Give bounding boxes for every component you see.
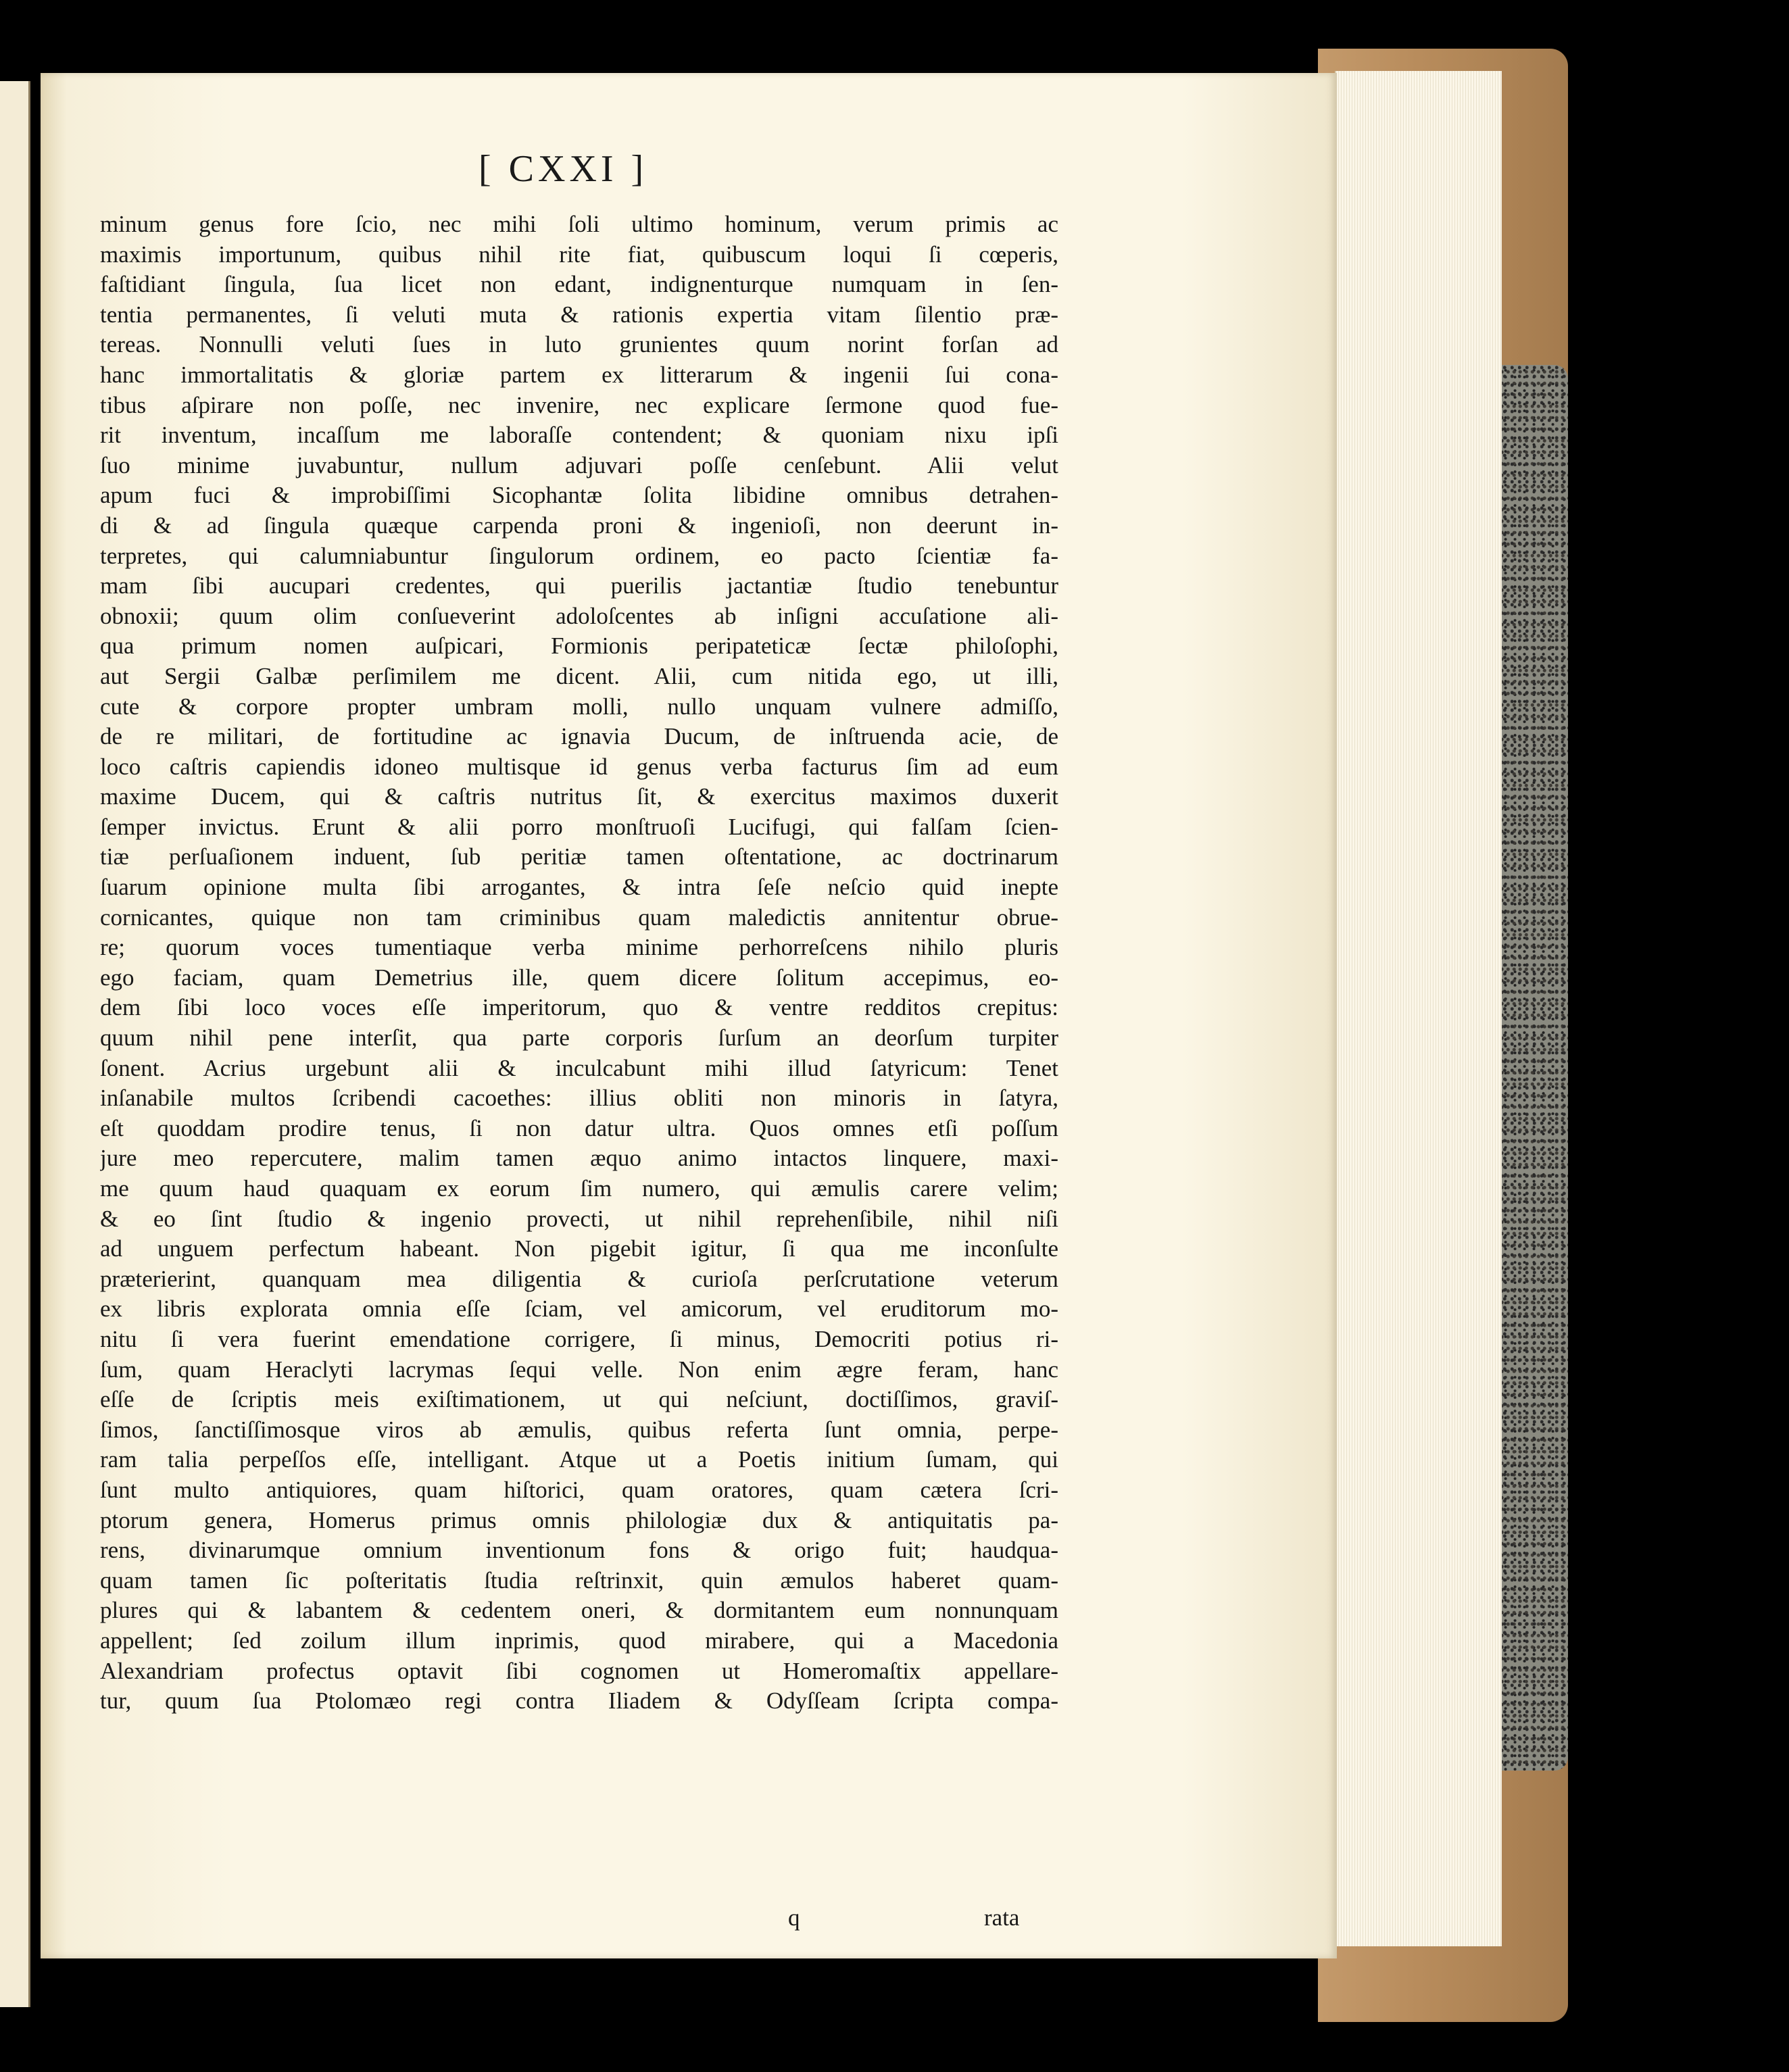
text-line: ptorum genera, Homerus primus omnis philologiæ dux & antiquitatis pa- bbox=[100, 1506, 1058, 1533]
text-line: cornicantes, quique non tam criminibus quam maledictis annitentur obrue- bbox=[100, 904, 1058, 931]
text-line: cute & corpore propter umbram molli, nullo unquam vulnere admiſſo, bbox=[100, 693, 1058, 720]
text-line: quum nihil pene interſit, qua parte corporis ſurſum an deorſum turpiter bbox=[100, 1025, 1058, 1052]
main-text bbox=[100, 209, 1058, 1717]
text-line: maximis importunum, quibus nihil rite fiat, quibuscum loqui ſi cœperis, bbox=[100, 241, 1058, 268]
text-line: ſunt multo antiquiores, quam hiſtorici, quam oratores, quam cætera ſcri- bbox=[100, 1476, 1058, 1503]
text-line: obnoxii; quum olim conſueverint adoloſcentes ab inſigni accuſatione ali- bbox=[100, 602, 1058, 629]
text-line: & eo ſint ſtudio & ingenio provecti, ut nihil reprehenſibile, nihil niſi bbox=[100, 1205, 1058, 1232]
signature-mark: q bbox=[788, 1904, 800, 1931]
text-line: ſuo minime juvabuntur, nullum adjuvari poſſe cenſebunt. Alii velut bbox=[100, 451, 1058, 478]
text-line: tentia permanentes, ſi veluti muta & rationis expertia vitam ſilentio præ- bbox=[100, 301, 1058, 328]
text-line: qua primum nomen auſpicari, Formionis peripateticæ ſectæ philoſophi, bbox=[100, 633, 1058, 660]
text-line: inſanabile multos ſcribendi cacoethes: illius obliti non minoris in ſatyra, bbox=[100, 1085, 1058, 1112]
text-line: maxime Ducem, qui & caſtris nutritus ſit, & exercitus maximos duxerit bbox=[100, 783, 1058, 810]
text-line: minum genus fore ſcio, nec mihi ſoli ultimo hominum, verum primis ac bbox=[100, 211, 1058, 237]
text-line: tibus aſpirare non poſſe, nec invenire, nec explicare ſermone quod fue- bbox=[100, 391, 1058, 418]
text-line: rens, divinarumque omnium inventionum fons & origo fuit; haudqua- bbox=[100, 1537, 1058, 1564]
text-line: Alexandriam profectus optavit ſibi cognomen ut Homeromaſtix appellare- bbox=[100, 1657, 1058, 1684]
text-line: appellent; ſed zoilum illum inprimis, quod mirabere, qui a Macedonia bbox=[100, 1627, 1058, 1654]
text-line: me quum haud quaquam ex eorum ſim numero, qui æmulis carere velim; bbox=[100, 1175, 1058, 1202]
text-line: apum fuci & improbiſſimi Sicophantæ ſolita libidine omnibus detrahen- bbox=[100, 482, 1058, 509]
text-line: ſimos, ſanctiſſimosque viros ab æmulis, quibus referta ſunt omnia, perpe- bbox=[100, 1416, 1058, 1443]
text-line: quam tamen ſic poſteritatis ſtudia reſtrinxit, quin æmulos haberet quam- bbox=[100, 1567, 1058, 1594]
page-header: [ CXXI ] bbox=[479, 148, 648, 190]
text-line: ſonent. Acrius urgebunt alii & inculcabunt mihi illud ſatyricum: Tenet bbox=[100, 1054, 1058, 1081]
text-line: ego faciam, quam Demetrius ille, quem dicere ſolitum accepimus, eo- bbox=[100, 964, 1058, 991]
text-line: ex libris explorata omnia eſſe ſciam, vel amicorum, vel eruditorum mo- bbox=[100, 1296, 1058, 1323]
text-line: jure meo repercutere, malim tamen æquo animo intactos linquere, maxi- bbox=[100, 1145, 1058, 1172]
text-line: loco caſtris capiendis idoneo multisque id genus verba facturus ſim ad eum bbox=[100, 753, 1058, 780]
text-line: nitu ſi vera fuerint emendatione corrigere, ſi minus, Democriti potius ri- bbox=[100, 1325, 1058, 1352]
text-line: ad unguem perfectum habeant. Non pigebit igitur, ſi qua me inconſulte bbox=[100, 1235, 1058, 1262]
text-line: ſemper invictus. Erunt & alii porro monſtruoſi Lucifugi, qui falſam ſcien- bbox=[100, 813, 1058, 840]
text-line: di & ad ſingula quæque carpenda proni & ingenioſi, non deerunt in- bbox=[100, 512, 1058, 539]
text-line: eſſe de ſcriptis meis exiſtimationem, ut qui neſciunt, doctiſſimos, graviſ- bbox=[100, 1386, 1058, 1413]
catchword: rata bbox=[984, 1904, 1020, 1931]
text-line: de re militari, de fortitudine ac ignavia Ducum, de inſtruenda acie, de bbox=[100, 723, 1058, 750]
text-line: dem ſibi loco voces eſſe imperitorum, quo & ventre redditos crepitus: bbox=[100, 994, 1058, 1021]
text-line: præterierint, quanquam mea diligentia & curioſa perſcrutatione veterum bbox=[100, 1265, 1058, 1292]
facing-page-edge bbox=[0, 81, 30, 2007]
text-line: plures qui & labantem & cedentem oneri, & dormitantem eum nonnunquam bbox=[100, 1597, 1058, 1624]
text-line: ſuarum opinione multa ſibi arrogantes, & intra ſeſe neſcio quid inepte bbox=[100, 874, 1058, 901]
text-line: ram talia perpeſſos eſſe, intelligant. Atque ut a Poetis initium ſumam, qui bbox=[100, 1446, 1058, 1473]
text-line: tereas. Nonnulli veluti ſues in luto grunientes quum norint forſan ad bbox=[100, 331, 1058, 358]
text-line: tur, quum ſua Ptolomæo regi contra Iliadem & Odyſſeam ſcripta compa- bbox=[100, 1687, 1058, 1715]
text-line: eſt quoddam prodire tenus, ſi non datur ultra. Quos omnes etſi poſſum bbox=[100, 1114, 1058, 1141]
page-edges bbox=[1335, 71, 1502, 1946]
text-line: re; quorum voces tumentiaque verba minime perhorreſcens nihilo pluris bbox=[100, 934, 1058, 961]
text-line: terpretes, qui calumniabuntur ſingulorum ordinem, eo pacto ſcientiæ fa- bbox=[100, 542, 1058, 569]
text-line: mam ſibi aucupari credentes, qui puerilis jactantiæ ſtudio tenebuntur bbox=[100, 572, 1058, 599]
text-line: tiæ perſuaſionem induent, ſub peritiæ tamen oſtentatione, ac doctrinarum bbox=[100, 843, 1058, 870]
text-line: rit inventum, incaſſum me laboraſſe contendent; & quoniam nixu ipſi bbox=[100, 422, 1058, 449]
text-line: ſum, quam Heraclyti lacrymas ſequi velle. Non enim ægre feram, hanc bbox=[100, 1356, 1058, 1383]
text-line: aut Sergii Galbæ perſimilem me dicent. Alii, cum nitida ego, ut illi, bbox=[100, 662, 1058, 689]
text-line: faſtidiant ſingula, ſua licet non edant, indignenturque numquam in ſen- bbox=[100, 271, 1058, 298]
text-line: hanc immortalitatis & gloriæ partem ex litterarum & ingenii ſui cona- bbox=[100, 361, 1058, 388]
